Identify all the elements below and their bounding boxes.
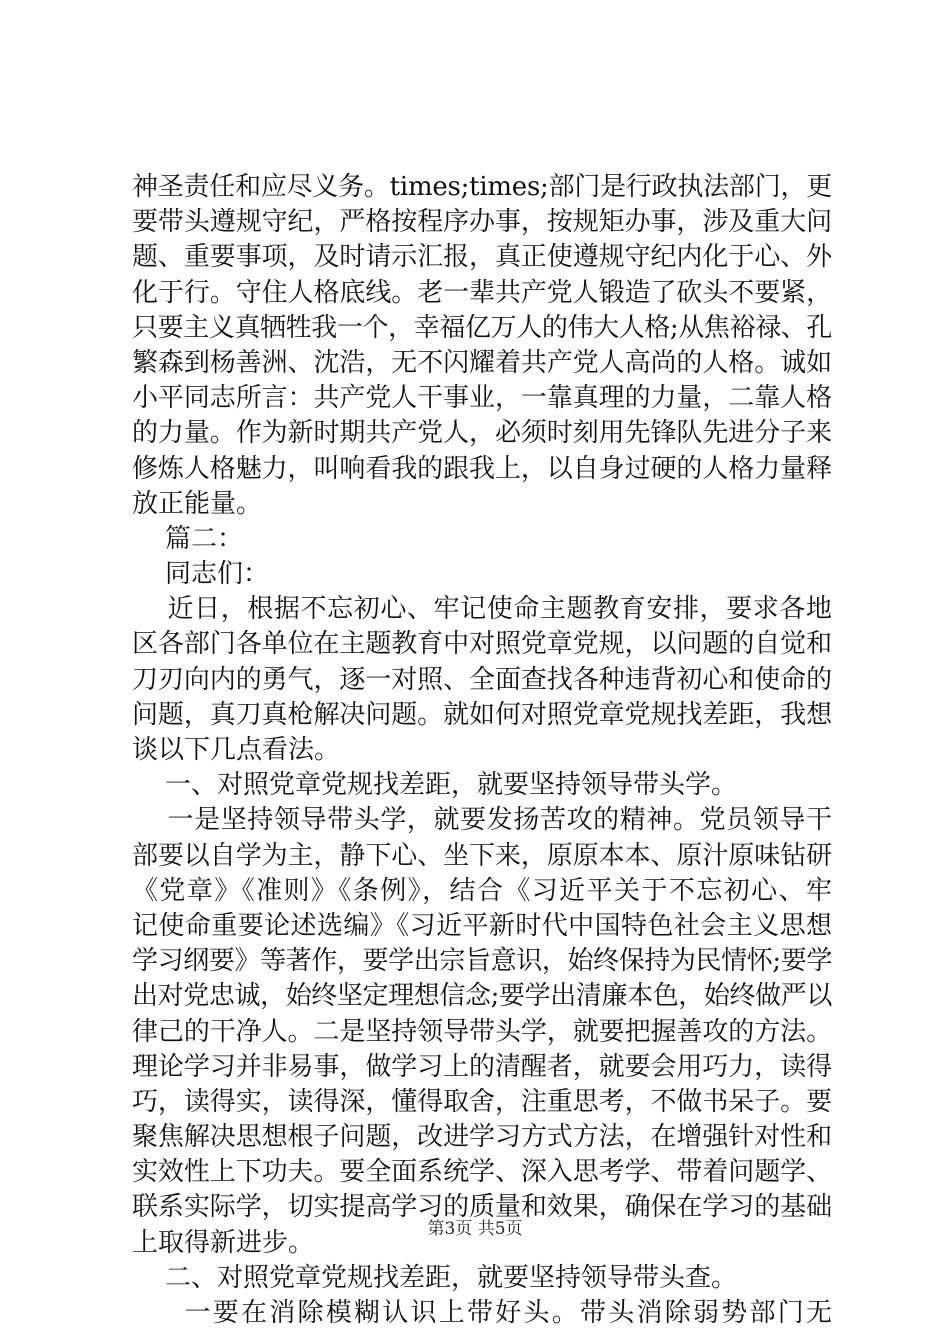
section-heading: 一、对照党章党规找差距，就要坚持领导带头学。 [132,770,738,801]
text-line: 刀刃向内的勇气，逐一对照、全面查找各种违背初心和使命的 [132,664,832,695]
text-line: 《党章》《准则》《条例》，结合《习近平关于不忘初心、牢 [132,875,832,906]
text-line: 律己的干净人。二是坚持领导带头学，就要把握善攻的方法。 [132,1016,832,1047]
salutation: 同志们： [132,559,270,590]
page-footer: 第3页 共5页 [427,1219,523,1239]
text-line: 化于行。守住人格底线。老一辈共产党人锻造了砍头不要紧， [132,277,832,308]
text-line: 一要在消除模糊认识上带好头。带头消除弱势部门无 [132,1298,832,1328]
text-line: 部要以自学为主，静下心、坐下来，原原本本、原汁原味钻研 [132,840,832,871]
text-line: 放正能量。 [132,488,263,519]
text-line: 小平同志所言：共产党人干事业，一靠真理的力量，二靠人格 [132,383,832,414]
text-line: 巧，读得实，读得深，懂得取舍，注重思考，不做书呆子。要 [132,1086,832,1117]
text-line: 修炼人格魅力，叫响看我的跟我上，以自身过硬的人格力量释 [132,453,832,484]
text-line: 聚焦解决思想根子问题，改进学习方式方法，在增强针对性和 [132,1122,832,1153]
text-line: 出对党忠诚，始终坚定理想信念;要学出清廉本色，始终做严以 [132,981,832,1012]
text-line: 谈以下几点看法。 [132,735,341,765]
text-line: 上取得新进步。 [132,1227,315,1258]
text-line: 问题，真刀真枪解决问题。就如何对照党章党规找差距，我想 [132,699,832,730]
text-line: 记使命重要论述选编》《习近平新时代中国特色社会主义思想 [132,910,832,941]
text-line: 要带头遵规守纪，严格按程序办事，按规矩办事，涉及重大问 [132,207,832,238]
text-line: 学习纲要》等著作，要学出宗旨意识，始终保持为民情怀;要学 [132,946,832,977]
text-line: 神圣责任和应尽义务。times;times;部门是行政执法部门，更 [132,172,832,202]
text-line: 一是坚持领导带头学，就要发扬苦攻的精神。党员领导干 [132,805,832,836]
text-line: 题、重要事项，及时请示汇报，真正使遵规守纪内化于心、外 [132,242,832,273]
text-line: 近日，根据不忘初心、牢记使命主题教育安排，要求各地 [132,594,832,625]
text-line: 只要主义真牺牲我一个，幸福亿万人的伟大人格;从焦裕禄、孔 [132,312,832,343]
text-line: 实效性上下功夫。要全面系统学、深入思考学、带着问题学、 [132,1157,832,1188]
section-heading: 篇二： [132,523,244,554]
text-line: 理论学习并非易事，做学习上的清醒者，就要会用巧力，读得 [132,1051,832,1082]
text-line: 区各部门各单位在主题教育中对照党章党规，以问题的自觉和 [132,629,832,660]
section-heading: 二、对照党章党规找差距，就要坚持领导带头查。 [132,1262,738,1293]
document-body [132,170,832,1331]
text-line: 的力量。作为新时期共产党人，必须时刻用先锋队先进分子来 [132,418,832,449]
text-line: 联系实际学，切实提高学习的质量和效果，确保在学习的基础 [132,1192,832,1223]
text-line: 繁森到杨善洲、沈浩，无不闪耀着共产党人高尚的人格。诚如 [132,347,832,378]
